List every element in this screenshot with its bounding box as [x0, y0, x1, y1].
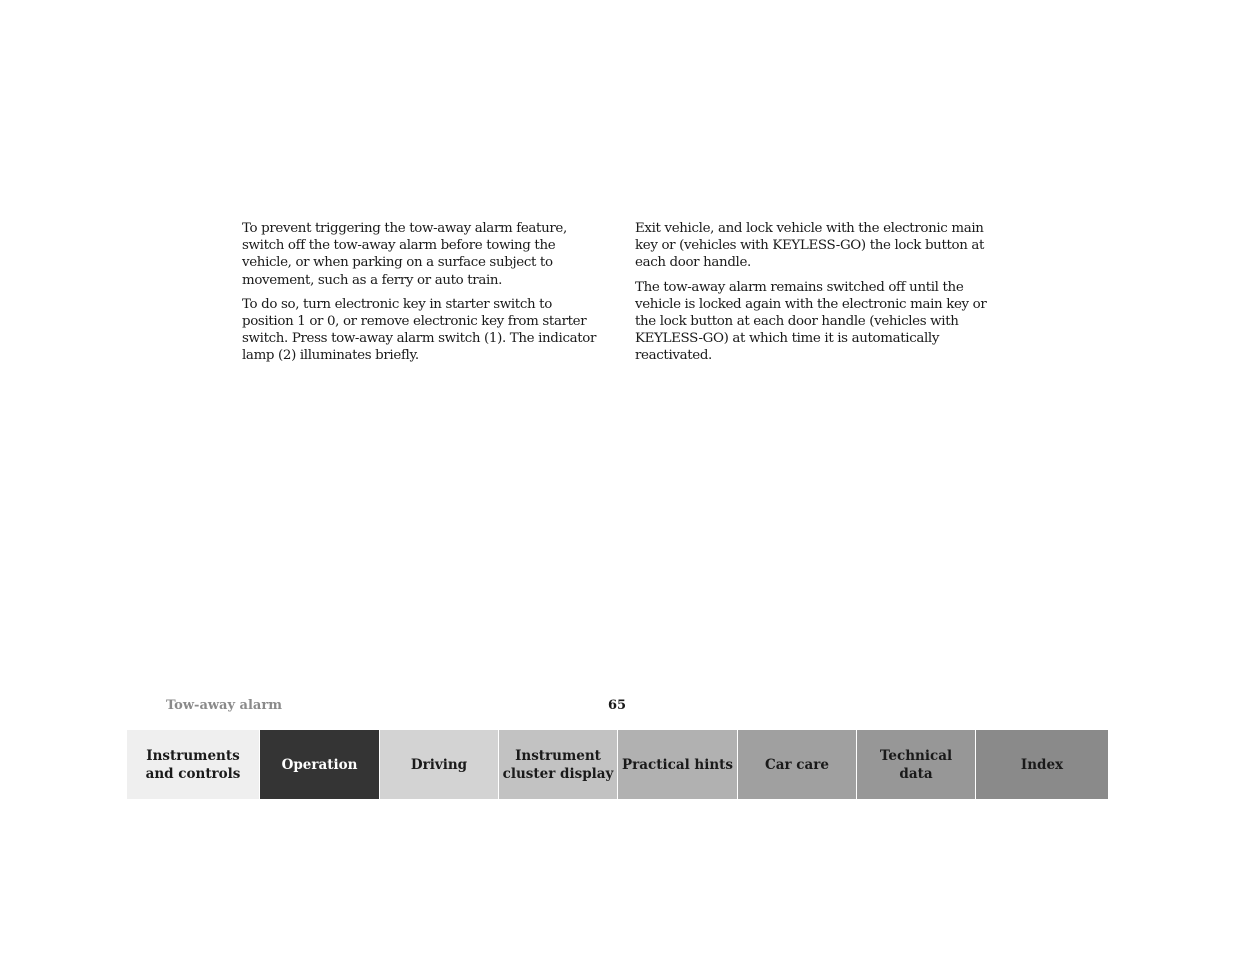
paragraph: To do so, turn electronic key in starter switch to position 1 or 0, or remove electronic key from starter switch. Press tow-away alarm switch (1). The indicator lamp (2) illuminates briefly. — [242, 296, 597, 364]
tab-instruments-and-controls[interactable]: Instruments and controls — [127, 730, 259, 799]
section-title: Tow-away alarm — [166, 698, 282, 713]
tab-operation[interactable]: Operation — [259, 730, 379, 799]
page-number: 65 — [607, 698, 627, 713]
paragraph: To prevent triggering the tow-away alarm feature, switch off the tow-away alarm before towing the vehicle, or when parking on a surface subject to movement, such as a ferry or auto train. — [242, 221, 567, 288]
tab-practical-hints[interactable]: Practical hints — [617, 730, 737, 799]
tab-driving[interactable]: Driving — [379, 730, 498, 799]
tab-technical-data[interactable]: Technical data — [856, 730, 975, 799]
tab-instrument-cluster-display[interactable]: Instrument cluster display — [498, 730, 617, 799]
chapter-navigation — [127, 730, 1108, 799]
paragraph: Exit vehicle, and lock vehicle with the electronic main key or (vehicles with KEYLESS-GO) the lock button at each door handle. — [635, 221, 985, 271]
left-text-column — [242, 220, 602, 372]
tab-index[interactable]: Index — [975, 730, 1108, 799]
tab-car-care[interactable]: Car care — [737, 730, 856, 799]
right-text-column — [635, 220, 1000, 372]
paragraph: The tow-away alarm remains switched off until the vehicle is locked again with the electronic main key or the lock button at each door handle (vehicles with KEYLESS-GO) at which time it is automatically reactivated. — [635, 279, 987, 364]
